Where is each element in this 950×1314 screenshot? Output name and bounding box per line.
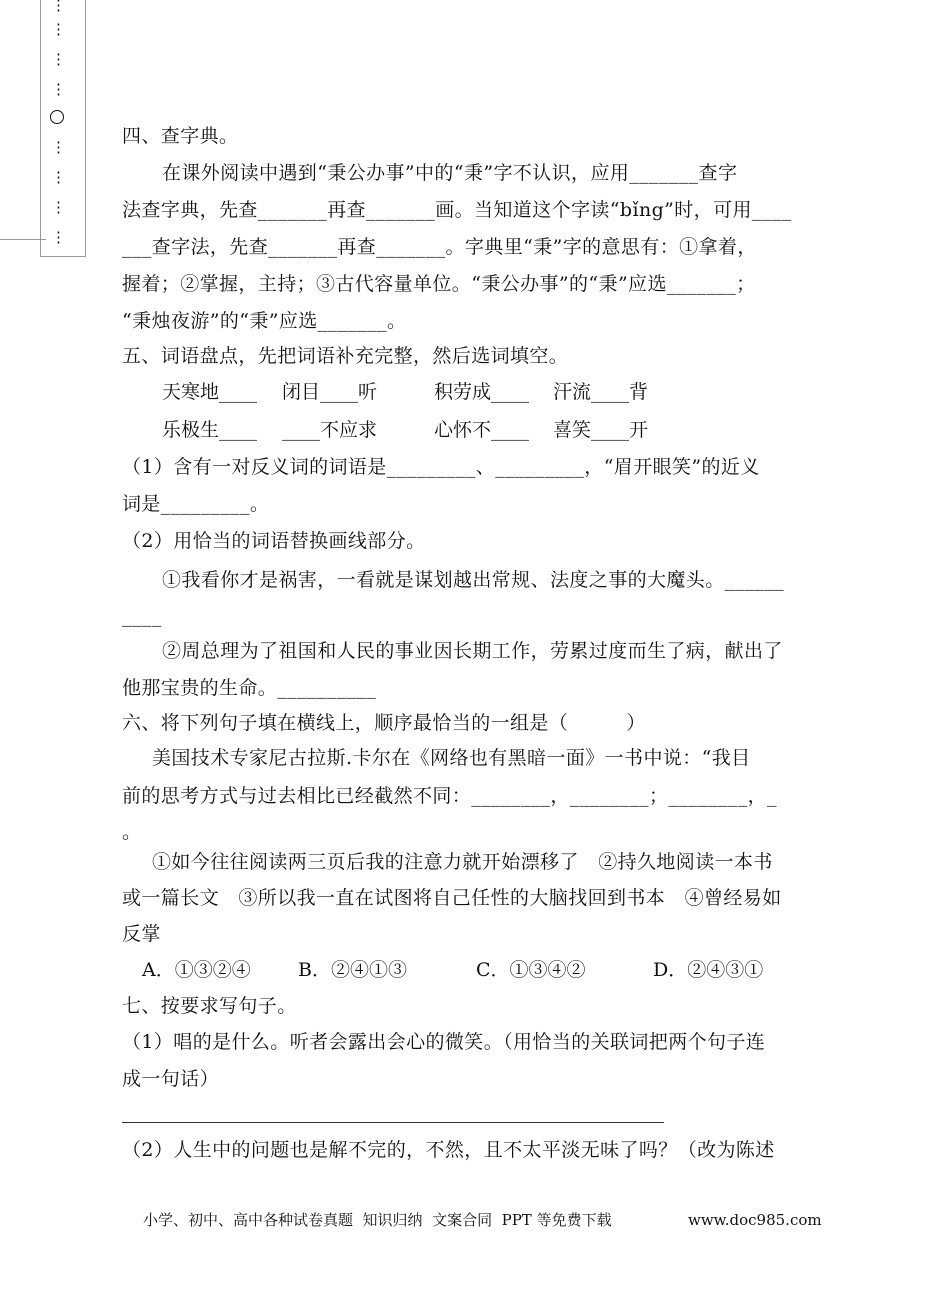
- question-text: （1）唱的是什么。听者会露出会心的微笑。（用恰当的关联词把两个句子连: [122, 1031, 766, 1053]
- section-7-heading: 七、按要求写句子。: [122, 995, 297, 1017]
- binding-margin: [40, 0, 86, 257]
- footer-url[interactable]: www.doc985.com: [688, 1211, 822, 1229]
- section-4-heading: 四、查字典。: [122, 125, 239, 147]
- margin-dots: ⋮: [51, 80, 66, 98]
- margin-divider: [0, 239, 46, 240]
- answer-line: [122, 1122, 664, 1123]
- margin-dots: ⋮: [51, 228, 66, 246]
- section-4-line: ___查字法，先查_______再查_______。字典里“秉”字的意思有：①拿着，: [122, 236, 757, 258]
- question-text: 词是_________。: [122, 493, 270, 515]
- word-blank: 天寒地____: [162, 381, 258, 403]
- section-4-line: “秉烛夜游”的“秉”应选_______。: [122, 310, 407, 332]
- question-text: 或一篇长文 ③所以我一直在试图将自己任性的大脑找回到书本 ④曾经易如: [122, 887, 782, 909]
- section-6-heading: 六、将下列句子填在横线上，顺序最恰当的一组是（ ）: [122, 712, 646, 734]
- margin-dots: ⋮: [51, 138, 66, 156]
- question-text: 美国技术专家尼古拉斯.卡尔在《网络也有黑暗一面》一书中说：“我目: [152, 747, 751, 769]
- question-text: ①我看你才是祸害，一看就是谋划越出常规、法度之事的大魔头。______: [162, 569, 785, 591]
- margin-dots: ⋮: [51, 50, 66, 68]
- word-blank: ____不应求: [282, 419, 378, 441]
- option-d: D．②④③①: [653, 959, 764, 981]
- word-blank: 喜笑____开: [553, 419, 649, 441]
- question-text: （2）人生中的问题也是解不完的，不然，且不太平淡无味了吗？（改为陈述: [122, 1139, 775, 1161]
- section-4-line: 法查字典，先查_______再查_______画。当知道这个字读“bǐng”时，可用____: [122, 199, 792, 221]
- word-blank: 心怀不____: [434, 419, 530, 441]
- word-blank: 积劳成____: [434, 381, 530, 403]
- option-a: A．①③②④: [142, 959, 251, 981]
- question-text: 。: [122, 821, 142, 843]
- section-5-heading: 五、词语盘点，先把词语补充完整，然后选词填空。: [122, 345, 569, 367]
- question-text: 反掌: [122, 923, 161, 945]
- question-text: ②周总理为了祖国和人民的事业因长期工作，劳累过度而生了病，献出了: [162, 640, 783, 662]
- margin-dots: ⋮: [51, 168, 66, 186]
- option-c: C．①③④②: [476, 959, 586, 981]
- margin-dots: ⋮: [51, 0, 66, 14]
- word-blank: 乐极生____: [162, 419, 258, 441]
- option-b: B．②④①③: [298, 959, 407, 981]
- footer-text: 小学、初中、高中各种试卷真题 知识归纳 文案合同 PPT 等免费下载: [143, 1211, 612, 1229]
- section-4-line: 在课外阅读中遇到“秉公办事”中的“秉”字不认识，应用_______查字: [162, 162, 738, 184]
- section-4-line: 握着；②掌握，主持；③古代容量单位。“秉公办事”的“秉”应选_______；: [122, 273, 756, 295]
- question-text: 成一句话）: [122, 1068, 220, 1090]
- margin-dots: ⋮: [51, 198, 66, 216]
- word-blank: 汗流____背: [553, 381, 649, 403]
- question-text: ①如今往往阅读两三页后我的注意力就开始漂移了 ②持久地阅读一本书: [152, 851, 773, 873]
- binding-hole-icon: [50, 110, 64, 124]
- question-text: （2）用恰当的词语替换画线部分。: [122, 530, 426, 552]
- question-text: ____: [122, 605, 162, 627]
- question-text: （1）含有一对反义词的词语是_________、_________，“眉开眼笑”的近义: [122, 456, 760, 478]
- word-blank: 闭目____听: [282, 381, 378, 403]
- question-text: 他那宝贵的生命。__________: [122, 677, 377, 699]
- question-text: 前的思考方式与过去相比已经截然不同：________，________；________，_: [122, 785, 777, 807]
- margin-dots: ⋮: [51, 20, 66, 38]
